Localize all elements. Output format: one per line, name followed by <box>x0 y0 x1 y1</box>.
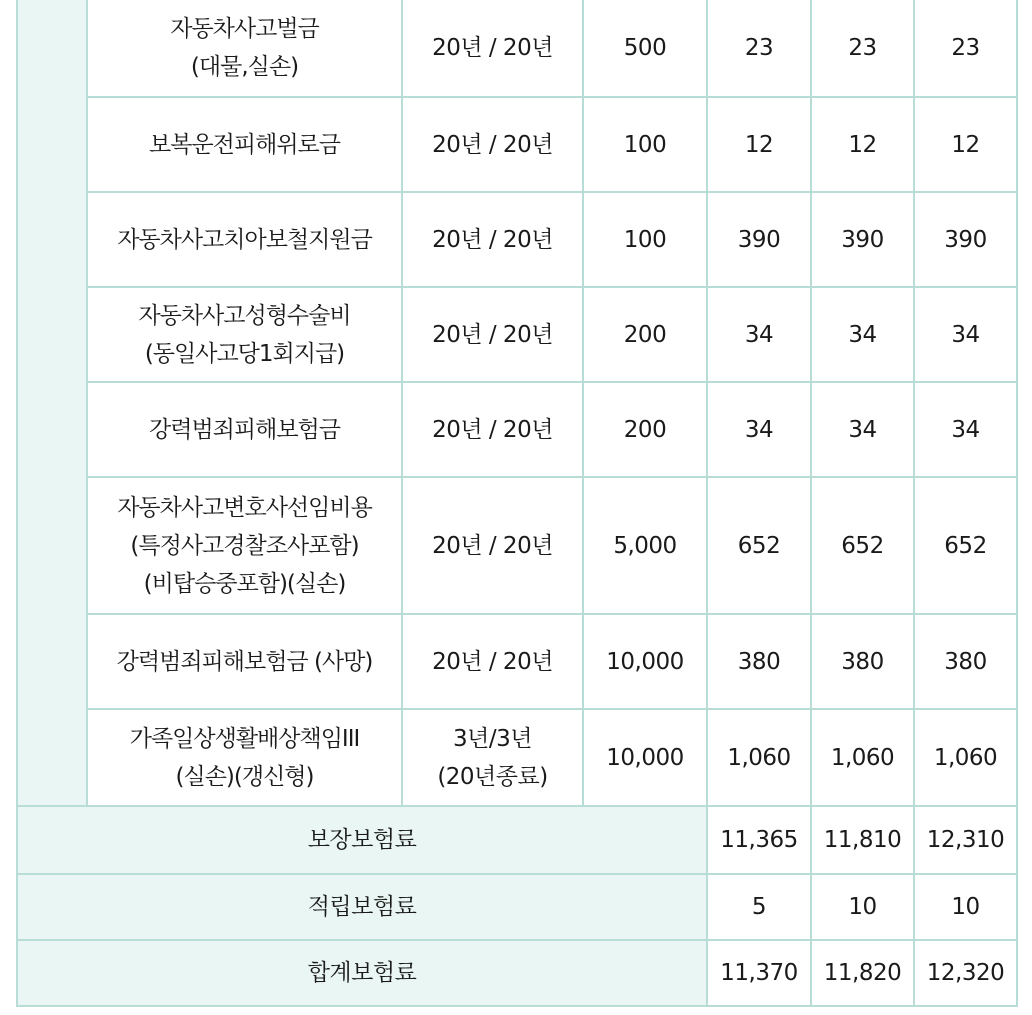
premium-cell-plan-3: 380 <box>914 614 1017 709</box>
coverage-name-line: 자동차사고변호사선임비용 <box>117 494 372 521</box>
coverage-name-line: 자동차사고벌금 <box>170 16 319 42</box>
premium-cell-plan-3: 34 <box>914 287 1017 382</box>
coverage-name-cell <box>87 287 402 382</box>
period-line: 3년/3년 <box>453 725 532 752</box>
premium-cell-plan-3: 1,060 <box>914 709 1017 806</box>
premium-table-body <box>17 0 1017 1006</box>
summary-premium-plan-1: 11,370 <box>707 940 811 1006</box>
coverage-name-line: (실손)(갱신형) <box>175 763 314 790</box>
coverage-amount-cell: 500 <box>583 0 707 97</box>
premium-cell-plan-1: 34 <box>707 287 811 382</box>
coverage-row <box>17 287 1017 382</box>
summary-premium-plan-2: 10 <box>811 874 914 940</box>
premium-cell-plan-1: 390 <box>707 192 811 287</box>
coverage-name-line: (비탑승중포함)(실손) <box>143 570 346 597</box>
period-cell <box>402 382 583 477</box>
period-cell <box>402 287 583 382</box>
coverage-row <box>17 0 1017 97</box>
summary-premium-plan-3: 10 <box>914 874 1017 940</box>
premium-table <box>16 0 1018 1007</box>
coverage-name-line: (동일사고당1회지급) <box>144 340 345 367</box>
coverage-name-cell <box>87 97 402 192</box>
summary-premium-plan-2: 11,810 <box>811 806 914 874</box>
summary-row <box>17 874 1017 940</box>
coverage-row <box>17 709 1017 806</box>
coverage-name-cell <box>87 709 402 806</box>
coverage-amount-cell: 200 <box>583 382 707 477</box>
premium-cell-plan-1: 652 <box>707 477 811 614</box>
period-cell <box>402 477 583 614</box>
coverage-amount-cell: 10,000 <box>583 709 707 806</box>
summary-premium-plan-3: 12,310 <box>914 806 1017 874</box>
premium-cell-plan-3: 12 <box>914 97 1017 192</box>
summary-label-cell: 보장보험료 <box>17 806 707 874</box>
coverage-name-cell <box>87 382 402 477</box>
premium-cell-plan-2: 1,060 <box>811 709 914 806</box>
summary-premium-plan-2: 11,820 <box>811 940 914 1006</box>
period-line: 20년 / 20년 <box>432 131 553 158</box>
coverage-row <box>17 614 1017 709</box>
coverage-name-cell <box>87 477 402 614</box>
coverage-name-line: 자동차사고치아보철지원금 <box>117 226 372 253</box>
coverage-amount-cell: 100 <box>583 97 707 192</box>
coverage-row <box>17 382 1017 477</box>
coverage-name-line: 강력범죄피해보험금 <box>149 416 340 443</box>
period-line: 20년 / 20년 <box>432 35 553 61</box>
period-line: 20년 / 20년 <box>432 648 553 675</box>
period-cell <box>402 97 583 192</box>
premium-cell-plan-2: 12 <box>811 97 914 192</box>
coverage-amount-cell: 10,000 <box>583 614 707 709</box>
coverage-name-line: 가족일상생활배상책임III <box>129 725 360 752</box>
premium-cell-plan-2: 380 <box>811 614 914 709</box>
summary-label-cell: 적립보험료 <box>17 874 707 940</box>
summary-row <box>17 940 1017 1006</box>
coverage-row <box>17 97 1017 192</box>
coverage-name-line: 강력범죄피해보험금 (사망) <box>116 648 373 675</box>
coverage-name-line: (특정사고경찰조사포함) <box>130 532 359 559</box>
coverage-amount-cell: 100 <box>583 192 707 287</box>
premium-cell-plan-2: 34 <box>811 287 914 382</box>
premium-cell-plan-3: 390 <box>914 192 1017 287</box>
premium-cell-plan-1: 23 <box>707 0 811 97</box>
premium-cell-plan-2: 34 <box>811 382 914 477</box>
premium-cell-plan-2: 23 <box>811 0 914 97</box>
summary-premium-plan-1: 5 <box>707 874 811 940</box>
period-line: 20년 / 20년 <box>432 416 553 443</box>
premium-cell-plan-2: 390 <box>811 192 914 287</box>
coverage-row <box>17 192 1017 287</box>
period-line: 20년 / 20년 <box>432 532 553 559</box>
coverage-name-line: 자동차사고성형수술비 <box>138 302 351 329</box>
period-line: (20년종료) <box>437 763 548 790</box>
period-cell <box>402 192 583 287</box>
coverage-amount-cell: 5,000 <box>583 477 707 614</box>
period-cell <box>402 0 583 97</box>
summary-label-cell: 합계보험료 <box>17 940 707 1006</box>
premium-cell-plan-3: 34 <box>914 382 1017 477</box>
period-line: 20년 / 20년 <box>432 226 553 253</box>
premium-cell-plan-1: 1,060 <box>707 709 811 806</box>
premium-cell-plan-3: 652 <box>914 477 1017 614</box>
period-line: 20년 / 20년 <box>432 321 553 348</box>
premium-cell-plan-1: 380 <box>707 614 811 709</box>
category-side-cell <box>17 0 87 806</box>
coverage-name-cell <box>87 614 402 709</box>
period-cell <box>402 709 583 806</box>
summary-premium-plan-3: 12,320 <box>914 940 1017 1006</box>
premium-cell-plan-3: 23 <box>914 0 1017 97</box>
coverage-amount-cell: 200 <box>583 287 707 382</box>
premium-cell-plan-1: 34 <box>707 382 811 477</box>
summary-row <box>17 806 1017 874</box>
coverage-name-line: 보복운전피해위로금 <box>149 131 340 158</box>
coverage-row <box>17 477 1017 614</box>
premium-cell-plan-2: 652 <box>811 477 914 614</box>
period-cell <box>402 614 583 709</box>
coverage-name-line: (대물,실손) <box>190 54 299 80</box>
premium-cell-plan-1: 12 <box>707 97 811 192</box>
coverage-name-cell <box>87 0 402 97</box>
summary-premium-plan-1: 11,365 <box>707 806 811 874</box>
coverage-name-cell <box>87 192 402 287</box>
